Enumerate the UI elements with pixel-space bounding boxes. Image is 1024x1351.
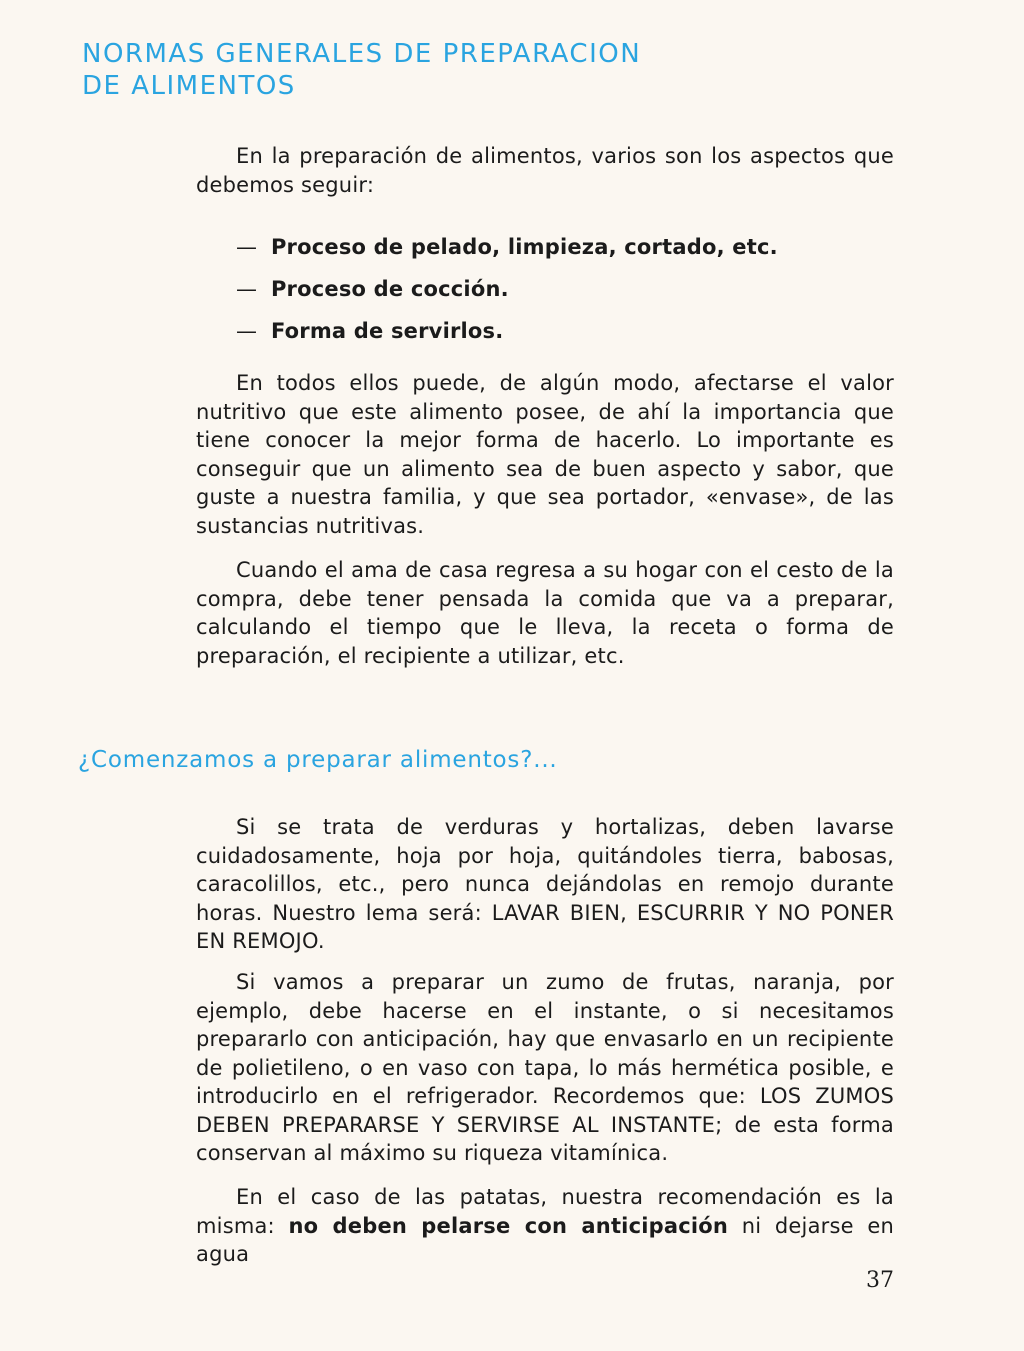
paragraph-vegetables bbox=[196, 813, 894, 956]
page-number: 37 bbox=[866, 1268, 894, 1293]
heading-line-2: DE ALIMENTOS bbox=[82, 71, 296, 101]
paragraph-text: En el caso de las patatas, nuestra recomendación es la misma: bbox=[196, 1185, 894, 1238]
heading-line-1: NORMAS GENERALES DE PREPARACION bbox=[82, 39, 642, 69]
paragraph-nutritive-value bbox=[196, 369, 894, 540]
paragraph-shopping bbox=[196, 556, 894, 670]
list-item bbox=[236, 268, 778, 310]
paragraph-text: En todos ellos puede, de algún modo, afectarse el valor nutritivo que este alimento posee, de ahí la importancia que tiene conocer la mejor forma de hacerlo. Lo importante es conseguir que un alimento sea de buen aspecto y sabor, que guste a nuestra familia, y que sea portador, «envase», de las sustancias nutritivas. bbox=[196, 371, 894, 538]
intro-text: En la preparación de alimentos, varios son los aspectos que debemos seguir: bbox=[196, 144, 894, 197]
page-heading bbox=[82, 38, 782, 102]
intro-paragraph bbox=[196, 142, 894, 199]
section-subheading: ¿Comenzamos a preparar alimentos?... bbox=[78, 747, 558, 773]
list-item-text: Proceso de cocción. bbox=[270, 277, 509, 301]
paragraph-text-end: ni dejarse en agua bbox=[196, 1213, 894, 1266]
list-item bbox=[236, 310, 778, 352]
emphasis-text: no deben pelarse con anticipación bbox=[288, 1213, 729, 1238]
list-item-text: Proceso de pelado, limpieza, cortado, etc. bbox=[270, 235, 778, 259]
aspects-list bbox=[236, 226, 778, 352]
paragraph-text: Si se trata de verduras y hortalizas, deben lavarse cuidadosamente, hoja por hoja, quitándoles tierra, babosas, caracolillos, etc., pero nunca dejándolas en remojo durante horas. Nuestro lema será: LAVAR BIEN, ESCURRIR Y NO PONER EN REMOJO. bbox=[196, 815, 894, 953]
paragraph-text: Cuando el ama de casa regresa a su hogar con el cesto de la compra, debe tener pensada la comida que va a preparar, calculando el tiempo que le lleva, la receta o forma de preparación, el recipiente a utilizar, etc. bbox=[196, 558, 894, 668]
list-item-text: Forma de servirlos. bbox=[270, 319, 504, 343]
list-item bbox=[236, 226, 778, 268]
paragraph-text: Si vamos a preparar un zumo de frutas, naranja, por ejemplo, debe hacerse en el instante, o si necesitamos prepararlo con anticipación, hay que envasarlo en un recipiente de polietileno, o en vaso con tapa, lo más hermética posible, e introducirlo en el refrigerador. Recordemos que: LOS ZUMOS DEBEN PREPARARSE Y SERVIRSE AL INSTANTE; de esta forma conservan al máximo su riqueza vitamínica. bbox=[196, 970, 894, 1165]
paragraph-potatoes bbox=[196, 1183, 894, 1269]
paragraph-juice bbox=[196, 968, 894, 1168]
